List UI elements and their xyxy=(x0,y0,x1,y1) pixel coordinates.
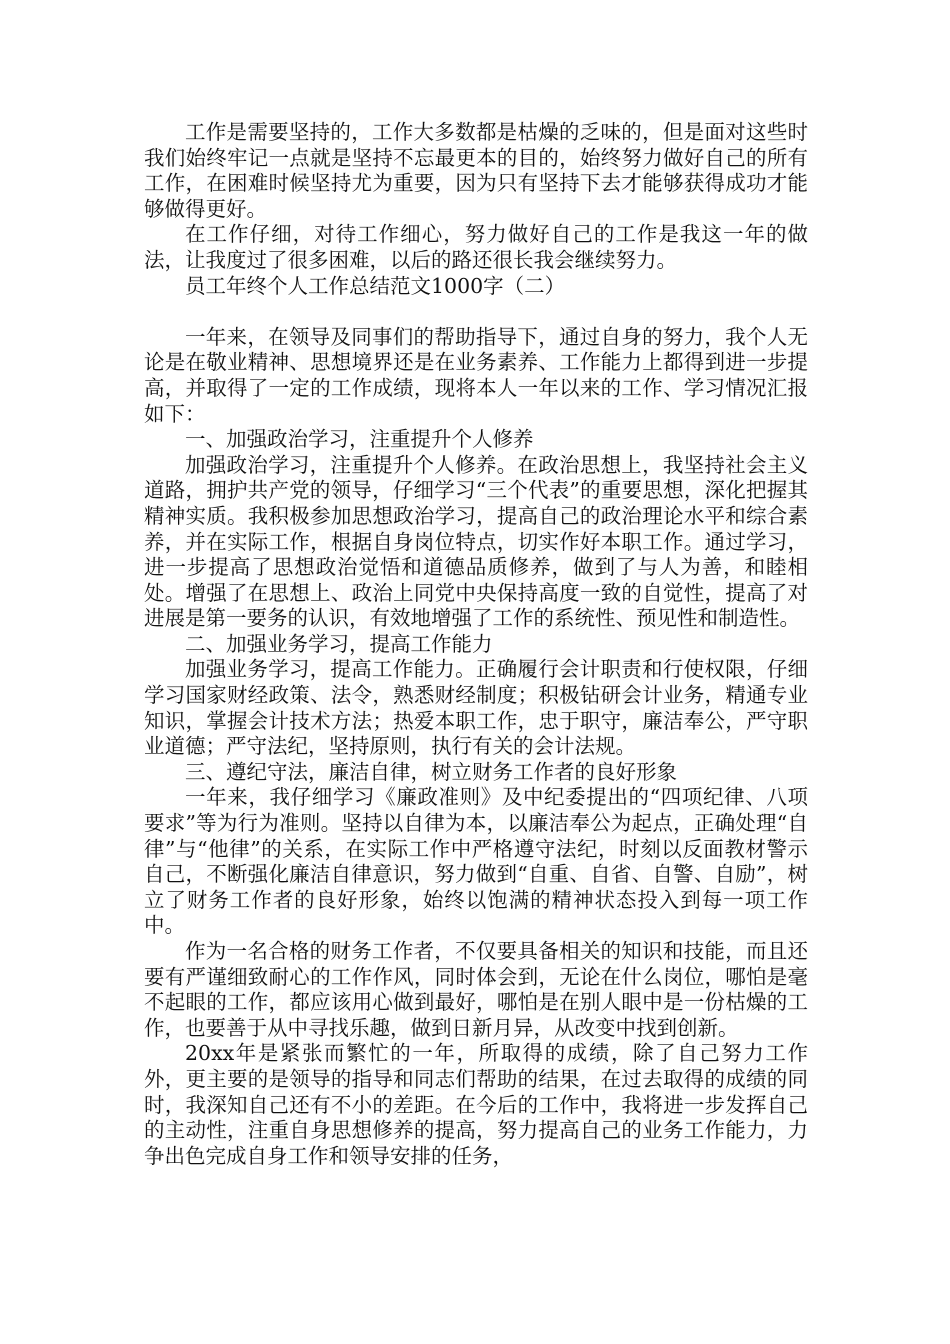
paragraph-intro: 一年来，在领导及同事们的帮助指导下，通过自身的努力，我个人无论是在敬业精神、思想境界还是在业务素养、工作能力上都得到进一步提高，并取得了一定的工作成绩，现将本人一年以来的工作、学习情况汇报如下： xyxy=(144,324,808,426)
paragraph-year-summary: 20xx年是紧张而繁忙的一年，所取得的成绩，除了自己努力工作外，更主要的是领导的指导和同志们帮助的结果，在过去取得的成绩的同时，我深知自己还有不小的差距。在今后的工作中，我将进一步发挥自己的主动性，注重自身思想修养的提高，努力提高自己的业务工作能力，力争出色完成自身工作和领导安排的任务， xyxy=(144,1041,808,1168)
paragraph-political-study: 加强政治学习，注重提升个人修养。在政治思想上，我坚持社会主义道路，拥护共产党的领导，仔细学习“三个代表”的重要思想，深化把握其精神实质。我积极参加思想政治学习，提高自己的政治理论水平和综合素养，并在实际工作，根据自身岗位特点，切实作好本职工作。通过学习，进一步提高了思想政治觉悟和道德品质修养，做到了与人为善，和睦相处。增强了在思想上、政治上同党中央保持高度一致的自觉性，提高了对进展是第一要务的认识，有效地增强了工作的系统性、预见性和制造性。 xyxy=(144,452,808,631)
paragraph-careful-work: 在工作仔细，对待工作细心，努力做好自己的工作是我这一年的做法，让我度过了很多困难，以后的路还很长我会继续努力。 xyxy=(144,222,808,272)
section-title: 员工年终个人工作总结范文1000字（二） xyxy=(185,273,566,298)
paragraph-persistence: 工作是需要坚持的，工作大多数都是枯燥的乏味的，但是面对这些时我们始终牢记一点就是坚持不忘最更本的目的，始终努力做好自己的所有工作，在困难时候坚持尤为重要，因为只有坚持下去才能够获得成功才能够做得更好。 xyxy=(144,120,808,221)
heading-business-study: 二、加强业务学习，提高工作能力 xyxy=(185,631,493,656)
paragraph-business-study: 加强业务学习，提高工作能力。正确履行会计职责和行使权限，仔细学习国家财经政策、法令，熟悉财经制度；积极钻研会计业务，精通专业知识，掌握会计技术方法；热爱本职工作，忠于职守，廉洁奉公，严守职业道德；严守法纪，坚持原则，执行有关的会计法规。 xyxy=(144,657,808,759)
heading-political-study: 一、加强政治学习，注重提升个人修养 xyxy=(185,427,534,452)
paragraph-qualified-worker: 作为一名合格的财务工作者，不仅要具备相关的知识和技能，而且还要有严谨细致耐心的工作作风，同时体会到，无论在什么岗位，哪怕是毫不起眼的工作，都应该用心做到最好，哪怕是在别人眼中是一份枯燥的工作，也要善于从中寻找乐趣，做到日新月异，从改变中找到创新。 xyxy=(144,939,808,1040)
paragraph-discipline: 一年来，我仔细学习《廉政准则》及中纪委提出的“四项纪律、八项要求”等为行为准则。坚持以自律为本，以廉洁奉公为起点，正确处理“自律”与“他律”的关系，在实际工作中严格遵守法纪，时刻以反面教材警示自己，不断强化廉洁自律意识，努力做到“自重、自省、自警、自励”，树立了财务工作者的良好形象，始终以饱满的精神状态投入到每一项工作中。 xyxy=(144,785,808,938)
heading-discipline: 三、遵纪守法，廉洁自律，树立财务工作者的良好形象 xyxy=(185,759,677,784)
document-body xyxy=(144,120,808,1169)
